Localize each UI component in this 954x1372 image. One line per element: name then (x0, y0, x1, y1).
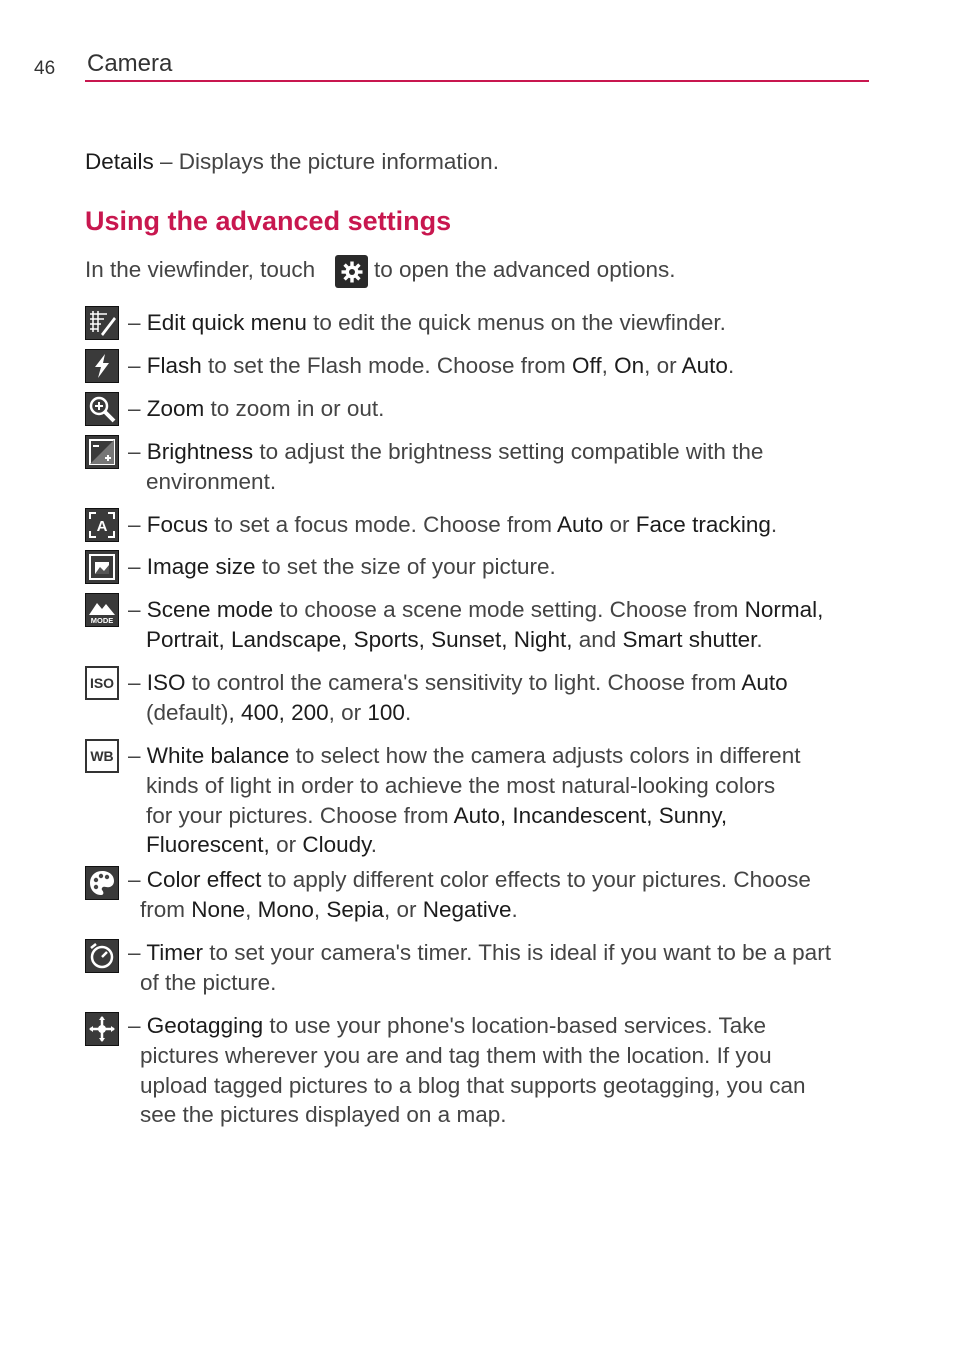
setting-text: . (727, 353, 735, 378)
setting-text: , (245, 897, 258, 922)
section-heading: Using the advanced settings (85, 206, 452, 236)
details-term: Details (85, 149, 154, 174)
white-balance-icon (85, 739, 119, 773)
setting-line (128, 668, 788, 698)
setting-term: On (614, 353, 645, 378)
setting-term: Negative (422, 897, 512, 922)
setting-term: White balance (146, 743, 290, 768)
setting-text: or (603, 512, 636, 537)
setting-text: see the pictures displayed on a map. (140, 1102, 507, 1127)
setting-text: or (269, 832, 303, 857)
setting-text: , or (644, 353, 682, 378)
setting-text: , or (383, 897, 423, 922)
setting-term: Image size (146, 554, 256, 579)
setting-term: None (191, 897, 246, 922)
setting-text: – (128, 310, 147, 335)
setting-term: Zoom (146, 396, 205, 421)
setting-line (140, 968, 276, 998)
setting-line (128, 351, 734, 381)
setting-text: from (140, 897, 192, 922)
setting-term: Brightness (146, 439, 254, 464)
setting-line (146, 801, 727, 831)
setting-text: – (128, 439, 147, 464)
setting-line (128, 938, 831, 968)
setting-text: to set the size of your picture. (255, 554, 556, 579)
setting-term: Smart shutter (622, 627, 757, 652)
setting-text: upload tagged pictures to a blog that supports geotagging, you can (140, 1073, 806, 1098)
intro-before: In the viewfinder, touch (85, 257, 316, 282)
setting-line (140, 1041, 772, 1071)
setting-text: . (756, 627, 763, 652)
setting-text: – (128, 743, 147, 768)
image-size-icon (85, 550, 119, 584)
setting-text: . (404, 700, 412, 725)
setting-text: of the picture. (140, 970, 277, 995)
setting-term: Off (571, 353, 602, 378)
flash-icon (85, 349, 119, 383)
setting-text: – (128, 1013, 147, 1038)
setting-line (146, 698, 411, 728)
svg-text:A: A (96, 518, 108, 535)
edit-quick-menu-icon (85, 306, 119, 340)
scene-mode-icon-label: MODE (90, 616, 114, 625)
setting-line (140, 895, 518, 925)
setting-line (128, 510, 777, 540)
page-number: 46 (34, 58, 56, 79)
setting-term: Normal, (744, 597, 824, 622)
setting-text: , (313, 897, 327, 922)
brightness-icon (85, 435, 119, 469)
setting-text: pictures wherever you are and tag them with the location. If you (140, 1043, 772, 1068)
setting-term: Color effect (146, 867, 262, 892)
setting-line (146, 830, 377, 860)
setting-text: – (128, 554, 147, 579)
iso-icon (85, 666, 119, 700)
setting-term: Scene mode (146, 597, 274, 622)
setting-line (140, 1071, 806, 1101)
section-title: Camera (87, 50, 173, 77)
setting-text: to zoom in or out. (204, 396, 385, 421)
iso-icon-label: ISO (89, 675, 115, 691)
setting-text: , (601, 353, 615, 378)
timer-icon (85, 939, 119, 973)
setting-line (128, 552, 556, 582)
setting-text: . (511, 897, 518, 922)
setting-text: – (128, 867, 147, 892)
setting-text: to set the Flash mode. Choose from (201, 353, 572, 378)
setting-text: and (572, 627, 623, 652)
page-header (0, 0, 954, 90)
setting-term: Auto, Incandescent, Sunny, (453, 803, 728, 828)
setting-text: – (128, 670, 147, 695)
setting-line (128, 1011, 766, 1041)
setting-text: (default) (146, 700, 229, 725)
setting-line (146, 467, 276, 497)
setting-text: for your pictures. Choose from (146, 803, 454, 828)
settings-gear-icon (335, 255, 368, 288)
details-line (85, 147, 499, 177)
setting-term: Fluorescent, (146, 832, 270, 857)
setting-line (128, 865, 811, 895)
setting-text: to control the camera's sensitivity to light. Choose from (185, 670, 742, 695)
setting-term: Edit quick menu (146, 310, 307, 335)
setting-term: Cloudy (302, 832, 371, 857)
setting-term: Geotagging (146, 1013, 264, 1038)
setting-text: to adjust the brightness setting compatible with the (253, 439, 764, 464)
setting-text: – (128, 396, 147, 421)
setting-text: to set your camera's timer. This is ideal if you want to be a part (203, 940, 831, 965)
setting-text: kinds of light in order to achieve the most natural-looking colors (146, 773, 776, 798)
setting-term: ISO (146, 670, 186, 695)
setting-term: Flash (146, 353, 202, 378)
setting-line (146, 625, 763, 655)
setting-line (128, 308, 726, 338)
setting-text: to select how the camera adjusts colors in different (289, 743, 801, 768)
setting-term: Timer (146, 940, 204, 965)
white-balance-icon-label: WB (90, 748, 114, 764)
setting-line (128, 437, 763, 467)
setting-line (128, 394, 384, 424)
setting-term: Focus (146, 512, 209, 537)
setting-term: Auto (741, 670, 788, 695)
setting-term: Auto (556, 512, 604, 537)
setting-text: to apply different color effects to your pictures. Choose (261, 867, 811, 892)
setting-line (128, 595, 823, 625)
zoom-icon (85, 392, 119, 426)
setting-term: Sepia (326, 897, 384, 922)
header-rule (85, 80, 869, 82)
setting-line (146, 771, 775, 801)
setting-text: to set a focus mode. Choose from (208, 512, 557, 537)
setting-term: 100 (367, 700, 405, 725)
setting-text: – (128, 512, 147, 537)
setting-text: . (770, 512, 778, 537)
setting-text: . (370, 832, 377, 857)
scene-mode-icon (85, 593, 119, 627)
geotagging-icon (85, 1012, 119, 1046)
setting-text: – (128, 353, 147, 378)
setting-term: Auto (681, 353, 728, 378)
color-effect-icon (85, 866, 119, 900)
focus-icon (85, 508, 119, 542)
setting-text: to edit the quick menus on the viewfinder. (306, 310, 726, 335)
setting-term: Mono (257, 897, 314, 922)
intro-after: to open the advanced options. (374, 257, 676, 282)
setting-text: to use your phone's location-based services. Take (263, 1013, 767, 1038)
setting-term: Face tracking (635, 512, 771, 537)
setting-text: to choose a scene mode setting. Choose from (273, 597, 745, 622)
setting-line (128, 741, 800, 771)
details-text: – Displays the picture information. (153, 149, 499, 174)
setting-text: environment. (146, 469, 277, 494)
setting-term: Portrait, Landscape, Sports, Sunset, Night, (146, 627, 573, 652)
setting-line (140, 1100, 506, 1130)
setting-text: , or (328, 700, 368, 725)
setting-text: – (128, 597, 147, 622)
setting-text: – (128, 940, 147, 965)
setting-term: , 400, 200 (228, 700, 329, 725)
